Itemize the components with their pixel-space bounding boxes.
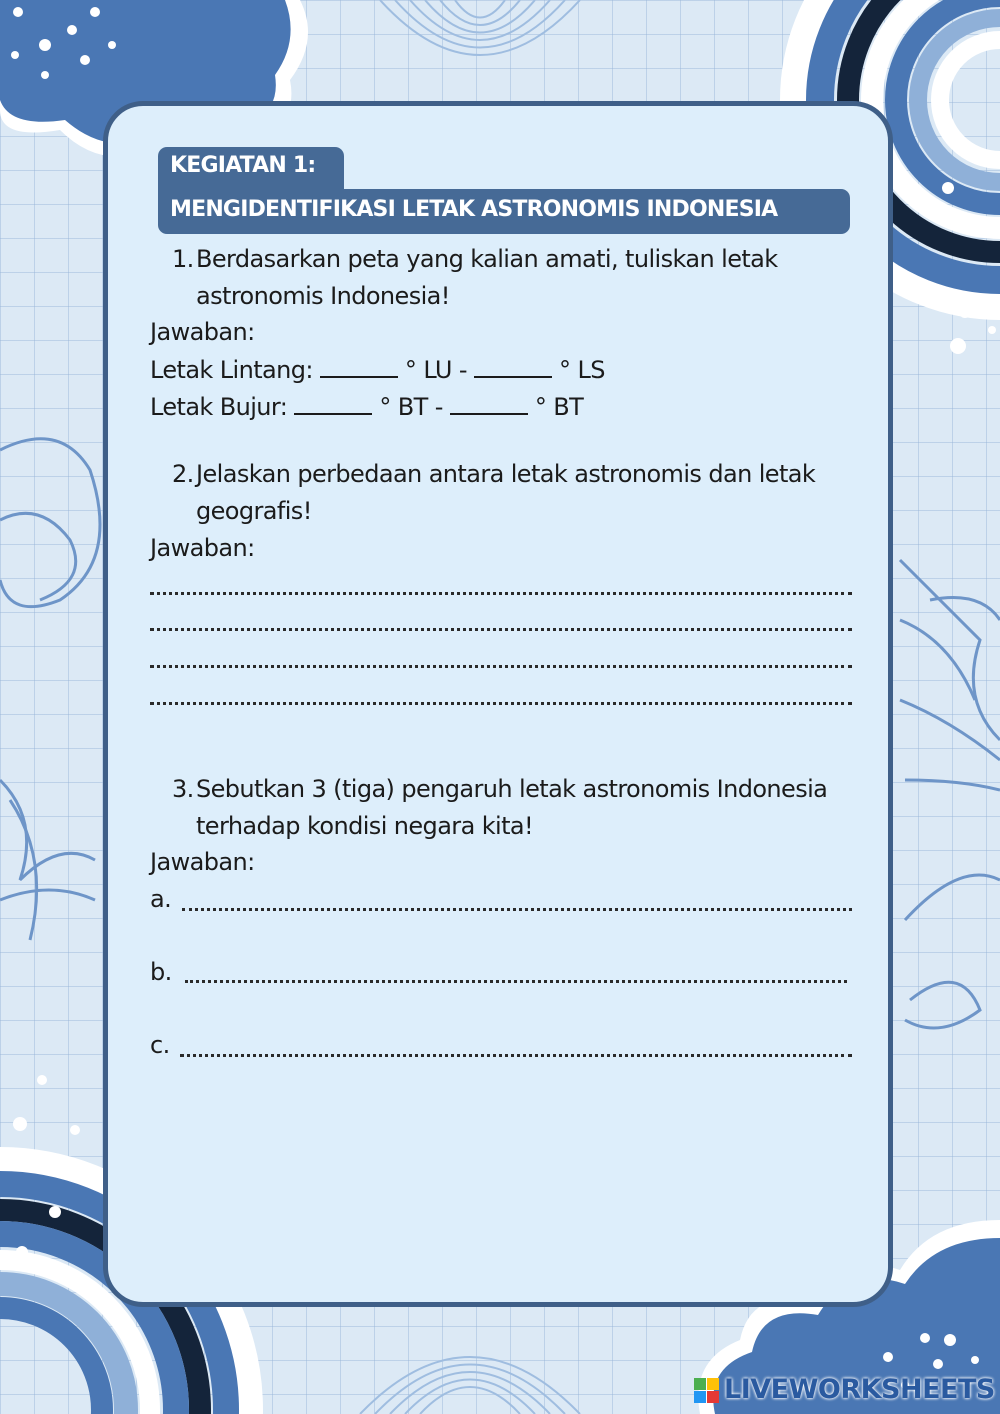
item-label-b: b. (150, 958, 172, 986)
liveworksheets-icon (694, 1378, 720, 1404)
answer-label: Jawaban: (150, 534, 255, 562)
bottom-arcs (360, 1357, 580, 1414)
answer-line-b[interactable] (185, 976, 847, 983)
latitude-unit-south: ° LS (559, 356, 605, 384)
activity-label: KEGIATAN 1: (170, 153, 316, 178)
latitude-label: Letak Lintang: (150, 356, 313, 384)
latitude-unit-north: ° LU - (404, 356, 467, 384)
longitude-label: Letak Bujur: (150, 393, 288, 421)
question-number: 1. (172, 245, 194, 273)
question-number: 2. (172, 460, 194, 488)
latitude-row (150, 354, 605, 385)
answer-line-4[interactable] (150, 698, 852, 705)
activity-title: MENGIDENTIFIKASI LETAK ASTRONOMIS INDONESIA (170, 197, 778, 222)
answer-line-2[interactable] (150, 624, 852, 631)
longitude-east-input-2[interactable] (450, 391, 528, 415)
answer-line-1[interactable] (150, 588, 852, 595)
question-3-text: Sebutkan 3 (tiga) pengaruh letak astronomis Indonesia (196, 775, 828, 803)
question-2-text-cont: geografis! (196, 497, 312, 525)
latitude-south-input[interactable] (474, 354, 552, 378)
longitude-east-input-1[interactable] (294, 391, 372, 415)
item-label-a: a. (150, 885, 172, 913)
question-number: 3. (172, 775, 194, 803)
question-3-text-cont: terhadap kondisi negara kita! (196, 812, 534, 840)
answer-line-c[interactable] (180, 1050, 852, 1057)
item-label-c: c. (150, 1031, 170, 1059)
answer-line-3[interactable] (150, 661, 852, 668)
answer-label: Jawaban: (150, 848, 255, 876)
question-1-text-cont: astronomis Indonesia! (196, 282, 450, 310)
question-1-text: Berdasarkan peta yang kalian amati, tuliskan letak (196, 245, 778, 273)
longitude-row (150, 391, 583, 422)
right-leaves (900, 560, 1000, 1028)
longitude-unit-2: ° BT (534, 393, 584, 421)
top-arcs (380, 0, 580, 55)
latitude-north-input[interactable] (320, 354, 398, 378)
longitude-unit-1: ° BT - (379, 393, 443, 421)
left-scribble (0, 439, 100, 940)
liveworksheets-wordmark: LIVEWORKSHEETS (724, 1374, 995, 1405)
liveworksheets-logo (694, 1374, 994, 1408)
question-2-text: Jelaskan perbedaan antara letak astronomis dan letak (196, 460, 816, 488)
answer-label: Jawaban: (150, 318, 255, 346)
answer-line-a[interactable] (182, 904, 852, 911)
